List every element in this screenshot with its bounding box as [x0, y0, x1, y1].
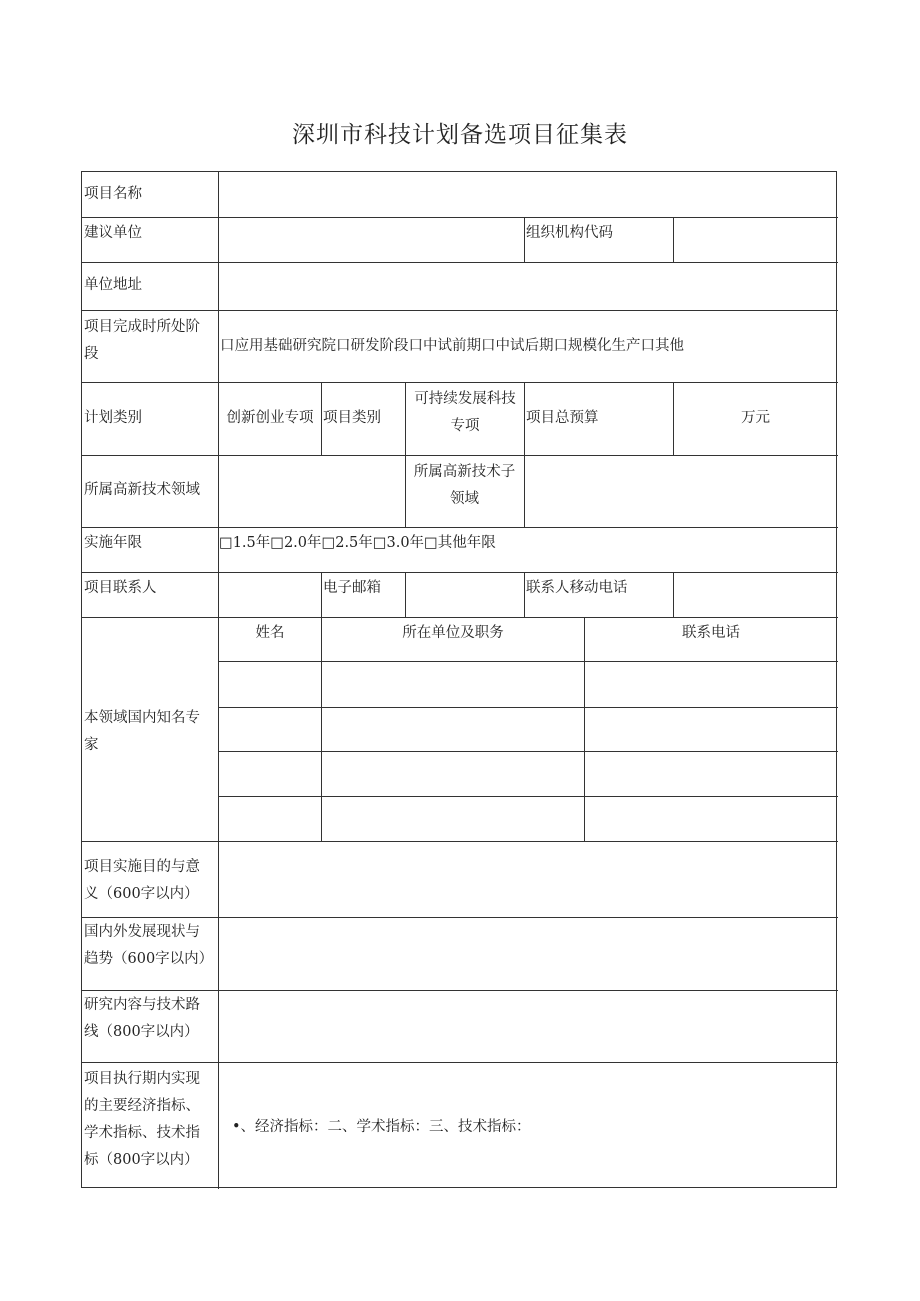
indicators-label: 项目执行期内实现的主要经济指标、学术指标、技术指标（800字以内）	[84, 1071, 200, 1168]
research-field[interactable]	[219, 991, 837, 1062]
mobile-field[interactable]	[674, 573, 837, 617]
expert-name-cell[interactable]	[219, 797, 321, 841]
plan-type-label: 计划类别	[84, 410, 142, 426]
expert-org-cell[interactable]	[322, 797, 584, 841]
project-type-value: 可持续发展科技专项	[414, 391, 516, 434]
status-label: 国内外发展现状与趋势（600字以内）	[84, 924, 214, 967]
budget-label: 项目总预算	[526, 410, 599, 426]
address-field[interactable]	[219, 263, 837, 310]
expert-org-cell[interactable]	[322, 662, 584, 707]
expert-name-cell[interactable]	[219, 752, 321, 796]
plan-type-value: 创新创业专项	[226, 410, 314, 426]
applicant-field[interactable]	[219, 218, 524, 262]
experts-header-org: 所在单位及职务	[402, 625, 504, 641]
stage-options[interactable]: 口应用基础研究院口研发阶段口中试前期口中试后期口规模化生产口其他	[220, 338, 684, 354]
experts-header-name: 姓名	[255, 625, 285, 641]
expert-name-cell[interactable]	[219, 662, 321, 707]
expert-name-cell[interactable]	[219, 708, 321, 751]
hitech-label: 所属高新技术领域	[84, 482, 200, 498]
org-code-label: 组织机构代码	[526, 225, 613, 241]
expert-phone-cell[interactable]	[585, 797, 837, 841]
expert-org-cell[interactable]	[322, 708, 584, 751]
experts-header-phone: 联系电话	[682, 625, 740, 641]
expert-phone-cell[interactable]	[585, 662, 837, 707]
page-title: 深圳市科技计划备选项目征集表	[292, 122, 628, 148]
duration-label: 实施年限	[84, 535, 142, 551]
purpose-field[interactable]	[219, 842, 837, 917]
expert-phone-cell[interactable]	[585, 752, 837, 796]
applicant-label: 建议单位	[84, 225, 142, 241]
hitech-field[interactable]	[219, 456, 405, 527]
email-field[interactable]	[406, 573, 524, 617]
purpose-label: 项目实施目的与意义（600字以内）	[84, 859, 200, 902]
expert-phone-cell[interactable]	[585, 708, 837, 751]
status-field[interactable]	[219, 918, 837, 990]
address-label: 单位地址	[84, 277, 142, 293]
budget-unit: 万元	[741, 410, 770, 426]
research-label: 研究内容与技术路线（800字以内）	[84, 997, 200, 1040]
project-form-table	[81, 171, 837, 1188]
expert-org-cell[interactable]	[322, 752, 584, 796]
duration-options[interactable]: □1.5年□2.0年□2.5年□3.0年□其他年限	[219, 535, 496, 551]
project-type-label: 项目类别	[323, 410, 381, 426]
project-name-label: 项目名称	[84, 186, 142, 202]
contact-label: 项目联系人	[84, 580, 157, 596]
contact-field[interactable]	[219, 573, 321, 617]
email-label: 电子邮箱	[323, 580, 381, 596]
hitech-sub-label: 所属高新技术子领域	[413, 464, 516, 507]
stage-label: 项目完成时所处阶段	[84, 319, 200, 362]
experts-label: 本领域国内知名专家	[84, 710, 200, 753]
mobile-label: 联系人移动电话	[526, 580, 628, 596]
indicators-field[interactable]: •、经济指标：二、学术指标：三、技术指标：	[232, 1119, 531, 1135]
org-code-field[interactable]	[674, 218, 837, 262]
project-name-field[interactable]	[219, 172, 837, 217]
hitech-sub-field[interactable]	[525, 456, 837, 527]
